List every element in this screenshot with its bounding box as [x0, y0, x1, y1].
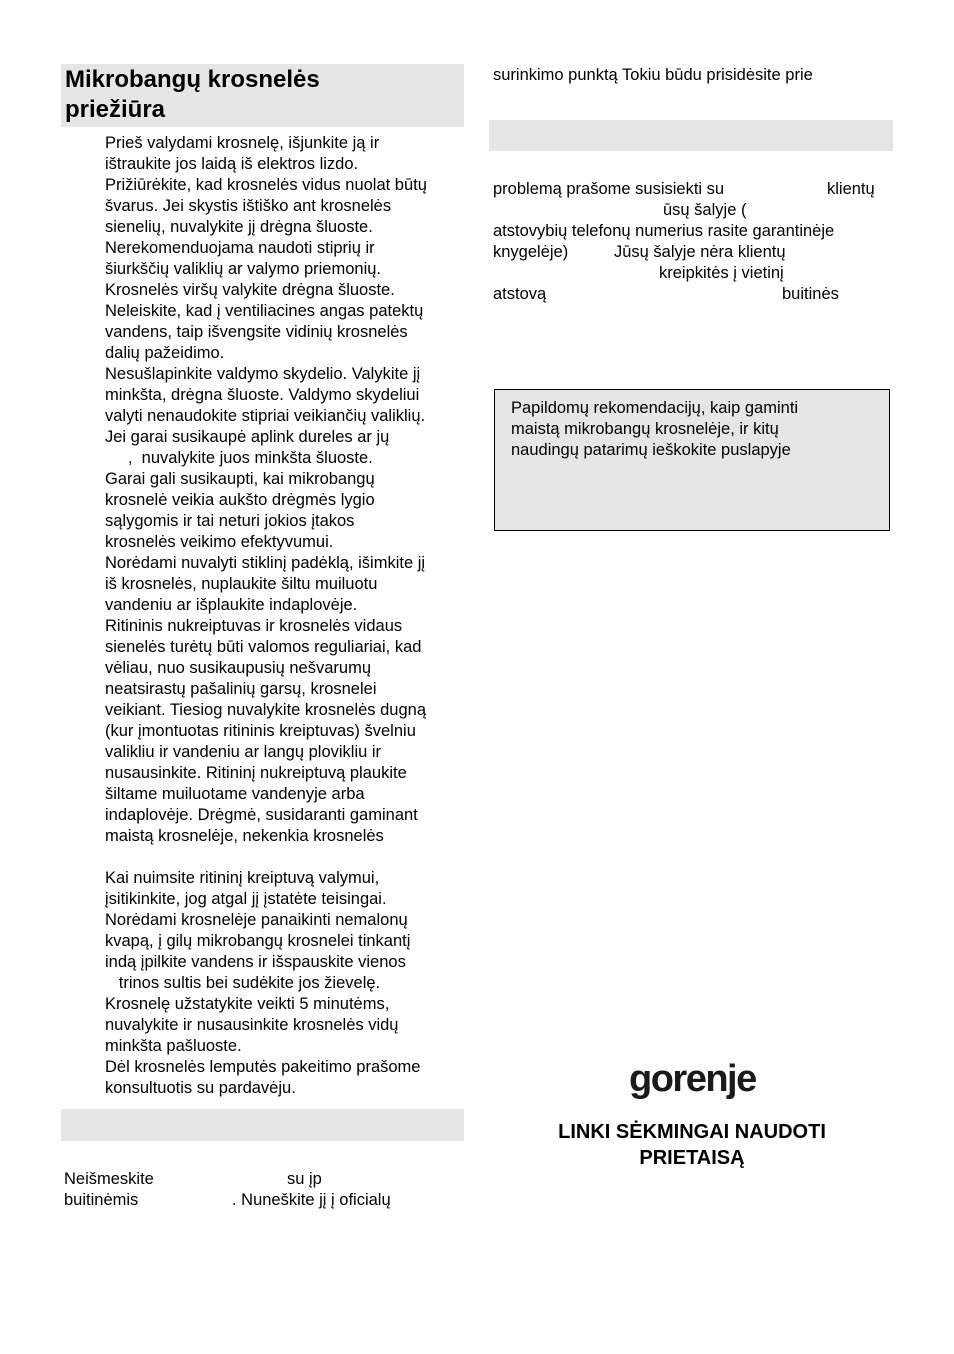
care-text-line: vėliau, nuo susikaupusių nešvarumų [105, 659, 371, 677]
recommendation-line-2: maistą mikrobangų krosnelėje, ir kitų [511, 420, 779, 438]
service-line-6a: atstovą [493, 285, 547, 303]
care-text-line: trinos sultis bei sudėkite jos žievelę. [105, 974, 381, 992]
care-text-line: dalių pažeidimo. [105, 344, 225, 362]
care-text-line: nusausinkite. Ritininį nukreiptuvą plaukite [105, 764, 407, 782]
care-text-line: Nesušlapinkite valdymo skydelio. Valykite jį [105, 365, 421, 383]
service-line-5: kreipkitės į vietinį [659, 264, 784, 282]
care-text-line: ištraukite jos laidą iš elektros lizdo. [105, 155, 359, 173]
care-text-line: Kai nuimsite ritininį kreiptuvą valymui, [105, 869, 380, 887]
disposal-line-1a: Neišmeskite [64, 1170, 154, 1188]
care-text-line: sienelės turėtų būti valomos reguliariai, kad [105, 638, 422, 656]
care-text-line: Ritininis nukreiptuvas ir krosnelės vidaus [105, 617, 403, 635]
recommendation-line-1: Papildomų rekomendacijų, kaip gaminti [511, 399, 799, 417]
service-heading-box [489, 120, 893, 151]
recommendation-line-3: naudingų patarimų ieškokite puslapyje [511, 441, 791, 459]
collection-point-text: surinkimo punktą Tokiu būdu prisidėsite prie [493, 66, 813, 84]
disposal-line-2b: . Nuneškite jį į oficialų [232, 1191, 391, 1209]
care-text-line: Garai gali susikaupti, kai mikrobangų [105, 470, 375, 488]
care-text-line: iš krosnelės, nuplaukite šiltu muiluotu [105, 575, 378, 593]
gorenje-logo: gorenje [629, 1058, 756, 1100]
farewell-line-2: PRIETAISĄ [639, 1147, 745, 1169]
care-text-line: įsitikinkite, jog atgal jį įstatėte teisingai. [105, 890, 387, 908]
care-text-line: Norėdami krosnelėje panaikinti nemalonų [105, 911, 408, 929]
care-text-line: minkšta pašluoste. [105, 1037, 242, 1055]
care-text-line: šiltame muiluotame vandenyje arba [105, 785, 365, 803]
care-text-line: švarus. Jei skystis ištiško ant krosnelės [105, 197, 392, 215]
service-line-1b: klientų [827, 180, 875, 198]
care-text-line: Norėdami nuvalyti stiklinį padėklą, išimkite jį [105, 554, 426, 572]
service-line-4b: Jūsų šalyje nėra klientų [614, 243, 786, 261]
care-text-line: krosnelė veikia aukšto drėgmės lygio [105, 491, 375, 509]
care-text-line: vandens, taip išvengsite vidinių krosnelės [105, 323, 408, 341]
care-text-line: vandeniu ar išplaukite indaplovėje. [105, 596, 358, 614]
service-line-2: ūsų šalyje ( [663, 201, 747, 219]
care-text-line: sienelių, nuvalykite jį drėgna šluoste. [105, 218, 373, 236]
care-text-line: valikliu ir vandeniu ar langų plovikliu ir [105, 743, 382, 761]
care-text-line: (kur įmontuotas ritininis kreiptuvas) švelniu [105, 722, 416, 740]
care-text-line: minkšta, drėgna šluoste. Valdymo skydeliui [105, 386, 420, 404]
care-text-line: Krosnelę užstatykite veikti 5 minutėms, [105, 995, 390, 1013]
care-text-line: maistą krosnelėje, nekenkia krosnelės [105, 827, 384, 845]
service-line-3: atstovybių telefonų numerius rasite garantinėje [493, 222, 835, 240]
care-text-line: valyti nenaudokite stipriai veikiančių valiklių. [105, 407, 426, 425]
service-line-6b: buitinės [782, 285, 839, 303]
section-title-line-2: priežiūra [65, 96, 166, 123]
care-text-line: indaplovėje. Drėgmė, susidaranti gaminant [105, 806, 418, 824]
care-text-line: Prieš valydami krosnelę, išjunkite ją ir [105, 134, 380, 152]
care-text-line: Jei garai susikaupė aplink dureles ar jų [105, 428, 390, 446]
section-title-line-1: Mikrobangų krosnelės [65, 66, 320, 93]
service-line-4a: knygelėje) [493, 243, 569, 261]
care-text-line: šiurkščių valiklių ar valymo priemonių. [105, 260, 382, 278]
care-text-line: Neleiskite, kad į ventiliacines angas patektų [105, 302, 424, 320]
care-text-line: neatsirastų pašalinių garsų, krosnelei [105, 680, 377, 698]
care-text-line: nuvalykite ir nusausinkite krosnelės vidų [105, 1016, 399, 1034]
farewell-line-1: LINKI SĖKMINGAI NAUDOTI [558, 1121, 826, 1143]
service-line-1a: problemą prašome susisiekti su [493, 180, 725, 198]
care-text-line: Krosnelės viršų valykite drėgna šluoste. [105, 281, 395, 299]
disposal-heading-box [61, 1109, 464, 1141]
care-text-line: konsultuotis su pardavėju. [105, 1079, 296, 1097]
care-text-line: Nerekomenduojama naudoti stiprių ir [105, 239, 375, 257]
care-text-line: , nuvalykite juos minkšta šluoste. [105, 449, 373, 467]
care-text-line: sąlygomis ir tai neturi jokios įtakos [105, 512, 355, 530]
care-text-line: kvapą, į gilų mikrobangų krosnelei tinkantį [105, 932, 411, 950]
care-text-line: Dėl krosnelės lemputės pakeitimo prašome [105, 1058, 421, 1076]
disposal-line-1b: su įp [287, 1170, 322, 1188]
care-text-line: indą įpilkite vandens ir išspauskite vienos [105, 953, 406, 971]
care-text-line: veikiant. Tiesiog nuvalykite krosnelės dugną [105, 701, 427, 719]
care-text-line: Prižiūrėkite, kad krosnelės vidus nuolat būtų [105, 176, 427, 194]
disposal-line-2a: buitinėmis [64, 1191, 139, 1209]
care-text-line: krosnelės veikimo efektyvumui. [105, 533, 334, 551]
